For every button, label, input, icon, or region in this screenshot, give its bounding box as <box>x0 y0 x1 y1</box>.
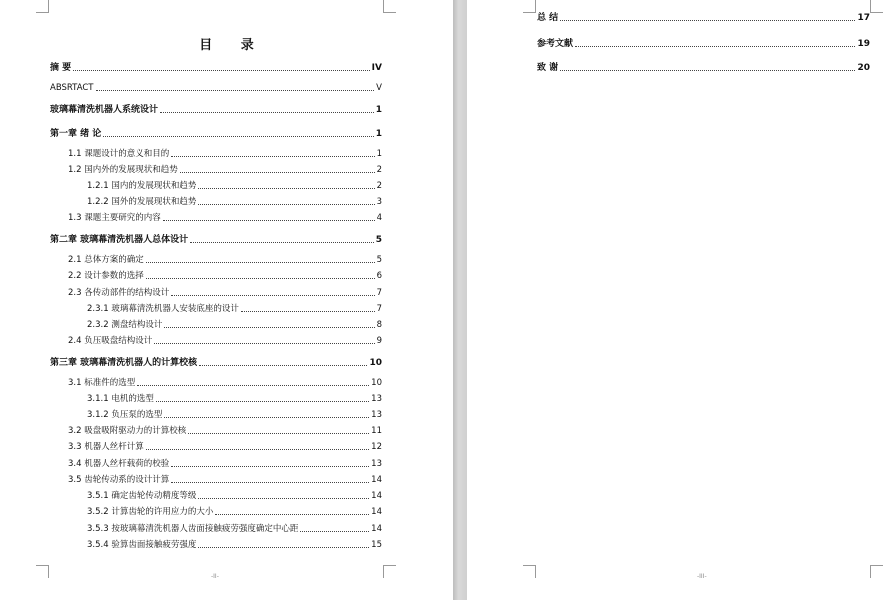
toc-entry[interactable]: 3.5.1 确定齿轮传动精度等级 14 <box>87 491 382 501</box>
page-number-footer: -III- <box>697 573 707 580</box>
toc-title: 目 录 <box>199 38 266 53</box>
toc-entry[interactable]: 摘 要 IV <box>50 63 382 73</box>
crop-mark-bottom-left <box>36 565 49 578</box>
toc-entry[interactable]: 2.4 负压吸盘结构设计 9 <box>68 336 382 346</box>
crop-mark-bottom-right <box>870 565 883 578</box>
toc-entry[interactable]: 2.3.1 玻璃幕清洗机器人安装底座的设计 7 <box>87 304 382 314</box>
toc-entry[interactable]: 3.5.3 按玻璃幕清洗机器人齿面接触疲劳强度确定中心距 14 <box>87 524 382 534</box>
toc-entry[interactable]: 3.1 标准件的选型 10 <box>68 378 382 388</box>
toc-entry[interactable]: 3.5.2 计算齿轮的许用应力的大小 14 <box>87 507 382 517</box>
toc-entry[interactable]: 1.3 课题主要研究的内容 4 <box>68 213 382 223</box>
toc-entry[interactable]: 3.5.4 验算齿面接触疲劳强度 15 <box>87 540 382 550</box>
document-page-right <box>467 0 890 600</box>
toc-entry[interactable]: 3.1.2 负压泵的选型 13 <box>87 410 382 420</box>
toc-entry[interactable]: 玻璃幕清洗机器人系统设计 1 <box>50 105 382 115</box>
toc-entry[interactable]: 参考文献 19 <box>537 39 870 49</box>
toc-entry[interactable]: 第三章 玻璃幕清洗机器人的计算校核 10 <box>50 358 382 368</box>
toc-entry[interactable]: 1.1 课题设计的意义和目的 1 <box>68 149 382 159</box>
toc-entry[interactable]: 2.1 总体方案的确定 5 <box>68 255 382 265</box>
crop-mark-top-left <box>36 0 49 13</box>
toc-entry[interactable]: 2.3.2 测盘结构设计 8 <box>87 320 382 330</box>
toc-entry[interactable]: 致 谢 20 <box>537 63 870 73</box>
crop-mark-top-left <box>523 0 536 13</box>
crop-mark-bottom-left <box>523 565 536 578</box>
toc-entry[interactable]: 1.2.1 国内的发展现状和趋势 2 <box>87 181 382 191</box>
crop-mark-bottom-right <box>383 565 396 578</box>
toc-entry[interactable]: 3.5 齿轮传动系的设计计算 14 <box>68 475 382 485</box>
toc-entry[interactable]: 3.4 机器人丝杆载荷的校验 13 <box>68 459 382 469</box>
toc-entry[interactable]: ABSRTACT V <box>50 83 382 93</box>
crop-mark-top-right <box>383 0 396 13</box>
toc-entry[interactable]: 3.2 吸盘吸附驱动力的计算校核 11 <box>68 426 382 436</box>
toc-entry[interactable]: 3.1.1 电机的选型 13 <box>87 394 382 404</box>
toc-entry[interactable]: 1.2.2 国外的发展现状和趋势 3 <box>87 197 382 207</box>
crop-mark-top-right <box>870 0 883 13</box>
page-gutter <box>453 0 467 600</box>
page-number-footer: -II- <box>211 573 219 580</box>
toc-entry[interactable]: 第二章 玻璃幕清洗机器人总体设计 5 <box>50 235 382 245</box>
toc-entry[interactable]: 3.3 机器人丝杆计算 12 <box>68 442 382 452</box>
toc-entry[interactable]: 2.3 各传动部件的结构设计 7 <box>68 288 382 298</box>
toc-entry[interactable]: 第一章 绪 论 1 <box>50 129 382 139</box>
toc-entry[interactable]: 1.2 国内外的发展现状和趋势 2 <box>68 165 382 175</box>
toc-entry[interactable]: 2.2 设计参数的选择 6 <box>68 271 382 281</box>
toc-entry[interactable]: 总 结 17 <box>537 13 870 23</box>
